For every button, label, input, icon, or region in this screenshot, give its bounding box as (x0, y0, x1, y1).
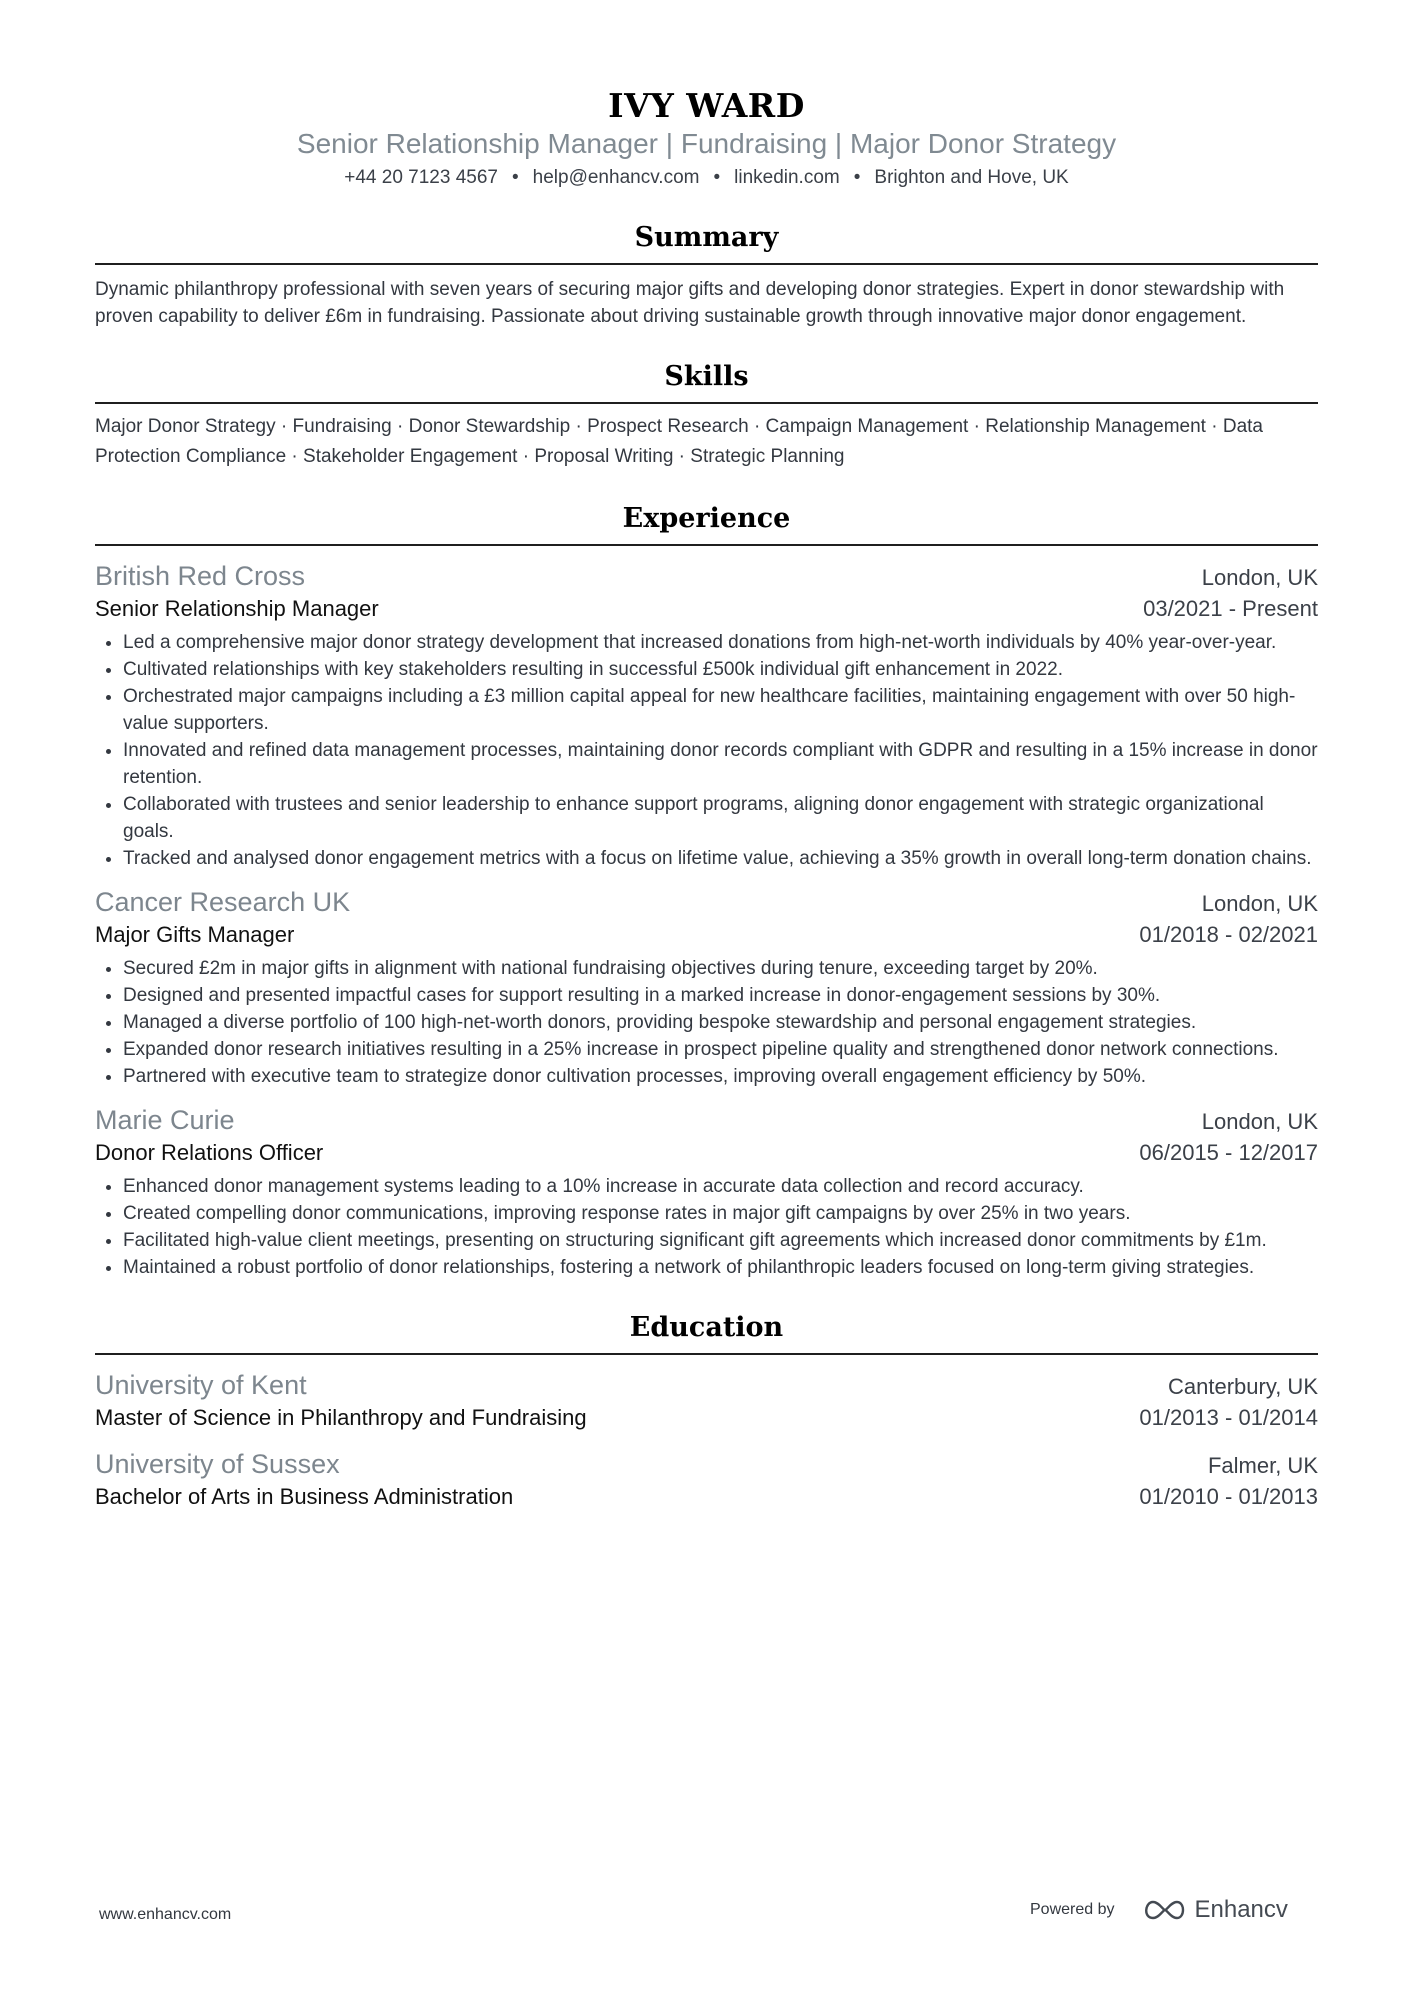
achievement-item: • Maintained a robust portfolio of donor relationships, fostering a network of philanthropic leaders focused on long-term giving strategies. (123, 1254, 1318, 1281)
phone-number: +44 20 7123 4567 (344, 167, 498, 188)
achievement-item: • Orchestrated major campaigns including a £3 million capital appeal for new healthcare facilities, maintaining engagement with over 50 high-value supporters. (123, 683, 1318, 737)
achievement-list (95, 955, 1318, 1090)
degree-title: Bachelor of Arts in Business Administration (95, 1484, 514, 1509)
resume-header (95, 85, 1318, 191)
job-dates: 03/2021 - Present (1143, 596, 1318, 621)
job-dates: 06/2015 - 12/2017 (1139, 1140, 1318, 1165)
job-title: Donor Relations Officer (95, 1140, 324, 1165)
degree-title: Master of Science in Philanthropy and Fundraising (95, 1405, 587, 1430)
location-text: Brighton and Hove, UK (874, 167, 1069, 188)
separator-dot: • (853, 167, 861, 188)
powered-by-label: Powered by (1030, 1901, 1115, 1918)
job-location: London, UK (1201, 891, 1318, 916)
achievement-item: • Designed and presented impactful cases for support resulting in a marked increase in donor-engagement sessions by 30%. (123, 982, 1318, 1009)
linkedin-link[interactable]: linkedin.com (734, 167, 840, 188)
company-name: British Red Cross (95, 561, 306, 591)
brand-name: Enhancv (1194, 1896, 1288, 1923)
achievement-list (95, 629, 1318, 872)
education-entry (95, 1368, 1318, 1434)
achievement-item: • Managed a diverse portfolio of 100 high-net-worth donors, providing bespoke stewardship and personal engagement strategies. (123, 1009, 1318, 1036)
email-link[interactable]: help@enhancv.com (532, 167, 700, 188)
job-title: Senior Relationship Manager (95, 596, 379, 621)
experience-entry (95, 1103, 1318, 1281)
company-name: Cancer Research UK (95, 887, 351, 917)
education-dates: 01/2013 - 01/2014 (1139, 1405, 1318, 1430)
skills-heading: Skills (95, 360, 1318, 404)
contact-line (95, 165, 1318, 191)
experience-entry (95, 559, 1318, 872)
footer-branding (1030, 1896, 1288, 1924)
company-name: Marie Curie (95, 1105, 235, 1135)
summary-text: Dynamic philanthropy professional with seven years of securing major gifts and developing donor strategies. Expert in donor stewardship with proven capability to deliver £6m in fundraising. Passionate about driving sustainable growth through innovative major donor engagement. (95, 279, 1285, 327)
job-location: London, UK (1201, 565, 1318, 590)
resume-page (95, 85, 1318, 1513)
skills-list: Major Donor Strategy · Fundraising · Donor Stewardship · Prospect Research · Campaign Management · Relationship Management · Data Protection Compliance · Stakeholder Engagement · Proposal Writing · Strategic Planning (95, 416, 1263, 467)
enhancv-logo[interactable] (1141, 1896, 1288, 1924)
candidate-title: Senior Relationship Manager | Fundraising | Major Donor Strategy (296, 128, 1117, 159)
separator-dot: • (713, 167, 721, 188)
achievement-item: • Secured £2m in major gifts in alignment with national fundraising objectives during tenure, exceeding target by 20%. (123, 955, 1318, 982)
achievement-item: • Cultivated relationships with key stakeholders resulting in successful £500k individual gift enhancement in 2022. (123, 656, 1318, 683)
separator-dot: • (512, 167, 519, 188)
experience-section (95, 502, 1318, 1281)
school-location: Canterbury, UK (1168, 1374, 1318, 1399)
candidate-name: IVY WARD (608, 86, 805, 125)
achievement-item: • Created compelling donor communications, improving response rates in major gift campaigns by over 25% in two years. (123, 1200, 1318, 1227)
school-name: University of Kent (95, 1370, 307, 1400)
skills-section (95, 360, 1318, 472)
achievement-item: • Expanded donor research initiatives resulting in a 25% increase in prospect pipeline quality and strengthened donor network connections. (123, 1036, 1318, 1063)
education-entry (95, 1447, 1318, 1513)
achievement-item: • Partnered with executive team to strategize donor cultivation processes, improving overall engagement efficiency by 50%. (123, 1063, 1318, 1090)
experience-entry (95, 885, 1318, 1090)
job-location: London, UK (1201, 1109, 1318, 1134)
school-location: Falmer, UK (1207, 1453, 1318, 1478)
summary-heading: Summary (95, 221, 1318, 265)
experience-heading: Experience (95, 502, 1318, 546)
achievement-item: • Enhanced donor management systems leading to a 10% increase in accurate data collection and record accuracy. (123, 1173, 1318, 1200)
achievement-item: • Led a comprehensive major donor strategy development that increased donations from high-net-worth individuals by 40% year-over-year. (123, 629, 1318, 656)
achievement-item: • Innovated and refined data management processes, maintaining donor records compliant with GDPR and resulting in a 15% increase in donor retention. (123, 737, 1318, 791)
summary-section (95, 221, 1318, 330)
achievement-item: • Tracked and analysed donor engagement metrics with a focus on lifetime value, achieving a 35% growth in overall long-term donation chains. (123, 845, 1318, 872)
education-section (95, 1311, 1318, 1513)
education-dates: 01/2010 - 01/2013 (1139, 1484, 1318, 1509)
job-title: Major Gifts Manager (95, 922, 295, 947)
education-heading: Education (95, 1311, 1318, 1355)
achievement-item: • Collaborated with trustees and senior leadership to enhance support programs, aligning donor engagement with strategic organizational goals. (123, 791, 1318, 845)
achievement-item: • Facilitated high-value client meetings, presenting on structuring significant gift agreements which increased donor commitments by £1m. (123, 1227, 1318, 1254)
school-name: University of Sussex (95, 1449, 340, 1479)
achievement-list (95, 1173, 1318, 1281)
job-dates: 01/2018 - 02/2021 (1139, 922, 1318, 947)
footer-website-link[interactable]: www.enhancv.com (99, 1906, 232, 1923)
enhancv-logo-icon (1141, 1898, 1187, 1922)
